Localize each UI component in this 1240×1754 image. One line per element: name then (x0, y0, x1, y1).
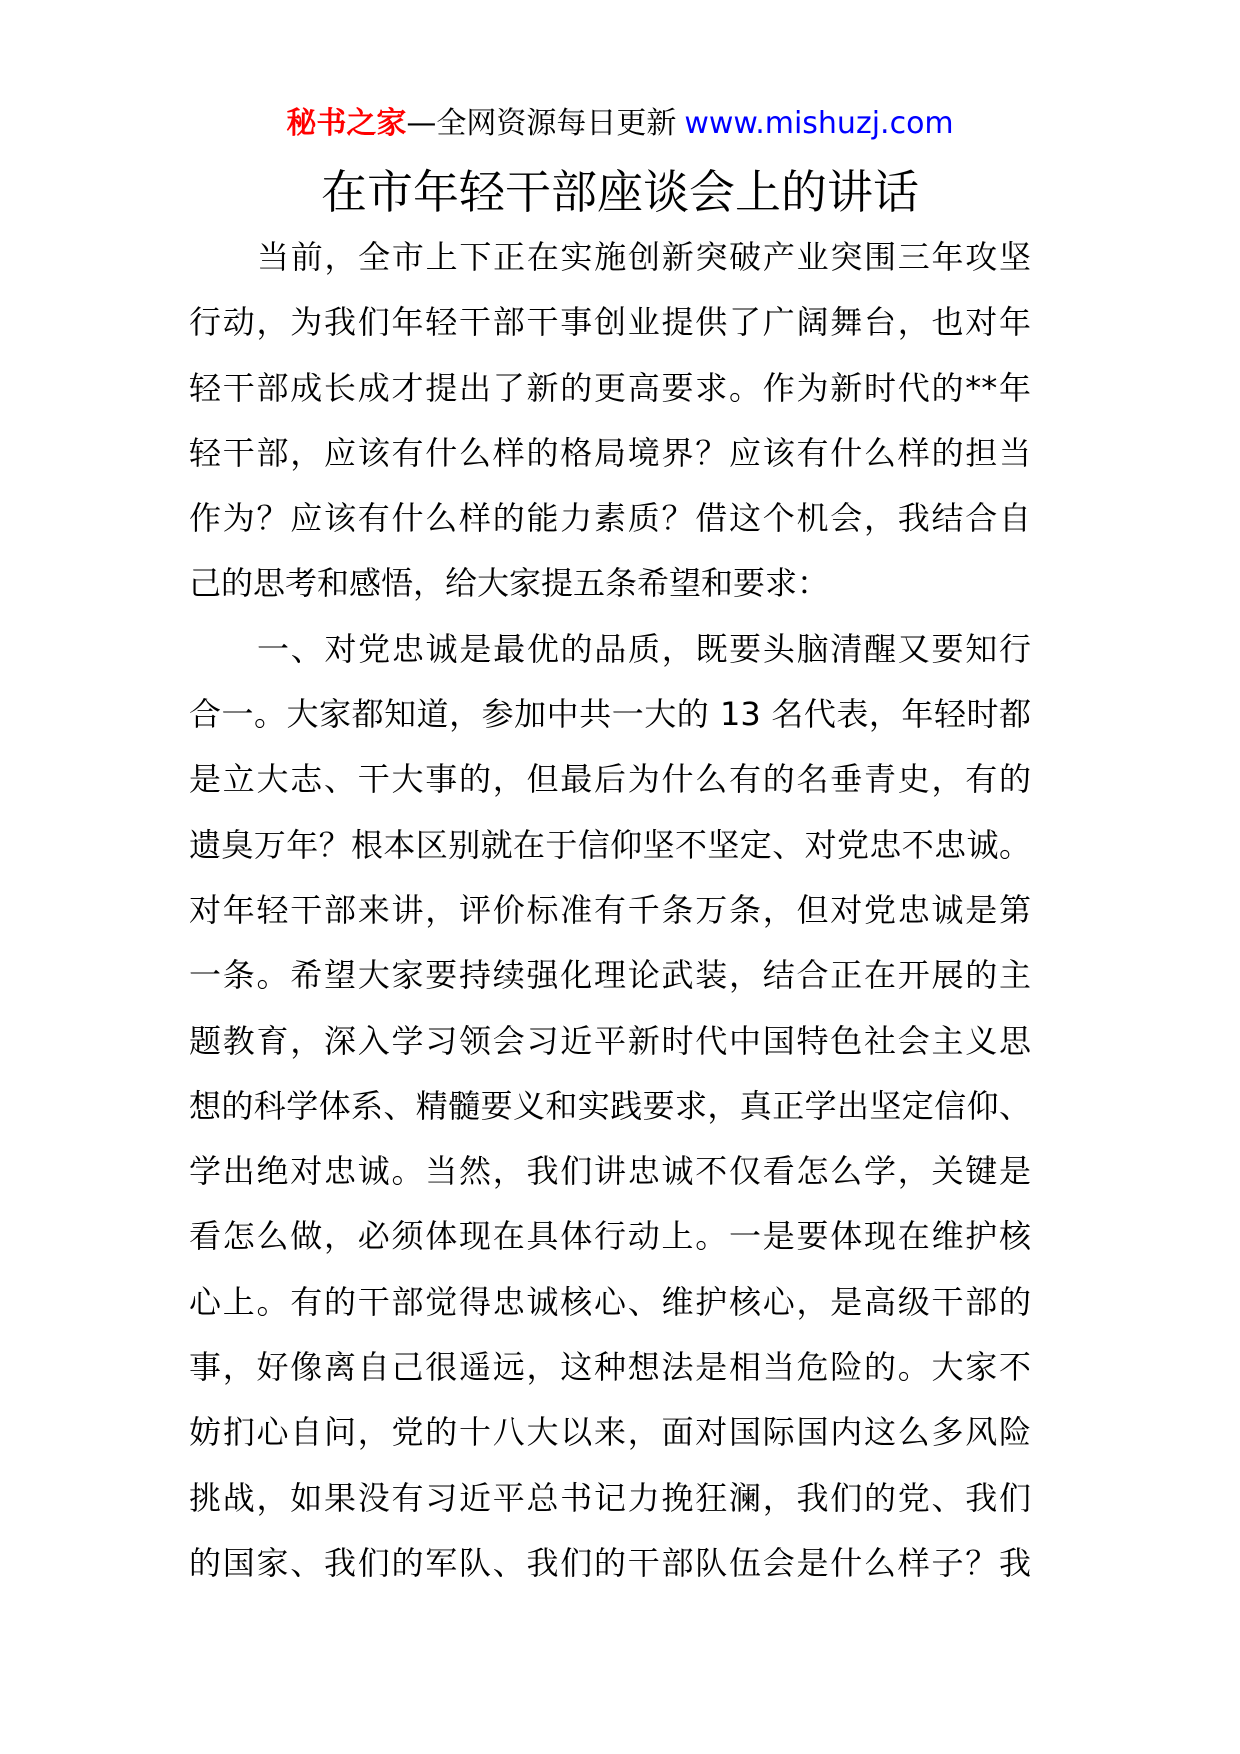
body-line: 遗臭万年？根本区别就在于信仰坚不坚定、对党忠不忠诚。 (189, 825, 1031, 864)
body-line: 行动，为我们年轻干部干事创业提供了广阔舞台，也对年 (189, 303, 1031, 342)
body-line: 对年轻干部来讲，评价标准有千条万条，但对党忠诚是第 (189, 890, 1031, 929)
document-body (189, 225, 1031, 1596)
body-line: 的国家、我们的军队、我们的干部队伍会是什么样子？我 (189, 1543, 1031, 1582)
body-line: 轻干部，应该有什么样的格局境界？应该有什么样的担当 (189, 433, 1031, 472)
body-line: 是立大志、干大事的，但最后为什么有的名垂青史，有的 (189, 760, 1031, 799)
body-line: 当前，全市上下正在实施创新突破产业突围三年攻坚 (257, 238, 1031, 276)
body-line: 事，好像离自己很遥远，这种想法是相当危险的。大家不 (189, 1348, 1031, 1387)
document-title: 在市年轻干部座谈会上的讲话 (321, 165, 919, 219)
section-heading-line: 一、对党忠诚是最优的品质，既要头脑清醒又要知行 (257, 629, 1031, 668)
body-line: 妨扪心自问，党的十八大以来，面对国际国内这么多风险 (189, 1413, 1031, 1452)
site-url-link[interactable]: www.mishuzj.com (684, 106, 954, 141)
body-line: 挑战，如果没有习近平总书记力挽狂澜，我们的党、我们 (189, 1478, 1031, 1517)
body-line: 想的科学体系、精髓要义和实践要求，真正学出坚定信仰、 (189, 1086, 1031, 1125)
body-line: 轻干部成长成才提出了新的更高要求。作为新时代的**年 (189, 368, 1031, 407)
site-header (0, 104, 1240, 144)
paragraph-2 (189, 617, 1031, 1596)
body-line: 看怎么做，必须体现在具体行动上。一是要体现在维护核 (189, 1217, 1031, 1256)
paragraph-1 (189, 225, 1031, 617)
body-line: 一条。希望大家要持续强化理论武装，结合正在开展的主 (189, 956, 1031, 995)
body-line: 作为？应该有什么样的能力素质？借这个机会，我结合自 (189, 499, 1031, 538)
body-line: 己的思考和感悟，给大家提五条希望和要求： (189, 564, 830, 603)
body-line: 心上。有的干部觉得忠诚核心、维护核心，是高级干部的 (189, 1282, 1031, 1321)
brand-name: 秘书之家 (286, 106, 407, 141)
body-line: 学出绝对忠诚。当然，我们讲忠诚不仅看怎么学，关键是 (189, 1152, 1031, 1191)
header-tagline: —全网资源每日更新 (406, 106, 677, 141)
body-line: 题教育，深入学习领会习近平新时代中国特色社会主义思 (189, 1021, 1031, 1060)
body-line: 合一。大家都知道，参加中共一大的 13 名代表，年轻时都 (189, 695, 1031, 734)
